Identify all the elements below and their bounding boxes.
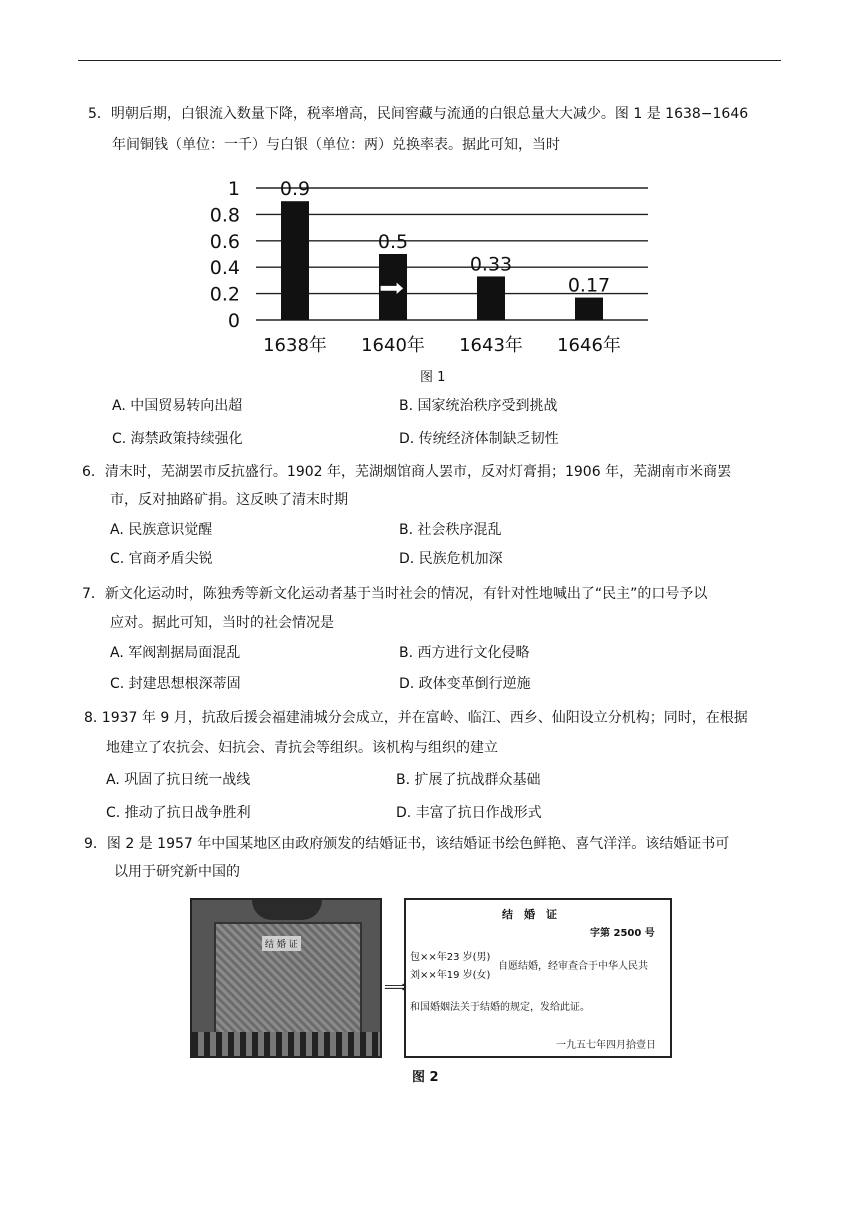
question-6-line-1: 6．清末时，芜湖罢市反抗盛行。1902 年，芜湖烟馆商人罢市，反对灯膏捐；1906 年，芜湖南市米商罢	[82, 464, 732, 480]
certificate-person-1: 包××年23 岁(男)	[410, 952, 491, 963]
y-tick-label: 0.4	[209, 257, 240, 280]
y-tick-label: 1	[227, 178, 240, 200]
data-label: 0.9	[279, 178, 311, 201]
q5-option-c[interactable]: C. 海禁政策持续强化	[112, 431, 243, 447]
ornament-decoration	[252, 900, 322, 920]
question-9-line-1: 9．图 2 是 1957 年中国某地区由政府颁发的结婚证书，该结婚证书绘色鲜艳、喜气洋洋。该结婚证书可	[84, 836, 730, 852]
q8-option-d[interactable]: D. 丰富了抗日作战形式	[396, 805, 542, 821]
q8-option-c[interactable]: C. 推动了抗日战争胜利	[106, 805, 251, 821]
question-5-line-1: 5．明朝后期，白银流入数量下降，税率增高，民间窖藏与流通的白银总量大大减少。图 1 是 1638−1646	[88, 106, 749, 122]
certificate-title: 结 婚 证	[502, 908, 557, 921]
certificate-photo-title: 结 婚 证	[262, 936, 301, 951]
q6-option-a[interactable]: A. 民族意识觉醒	[110, 522, 213, 538]
q8-option-b[interactable]: B. 扩展了抗战群众基础	[396, 772, 541, 788]
double-arrow-icon: ⟹	[384, 977, 407, 996]
question-8-line-2: 地建立了农抗会、妇抗会、青抗会等组织。该机构与组织的建立	[106, 740, 498, 756]
question-7-line-2: 应对。据此可知，当时的社会情况是	[110, 615, 334, 631]
q5-option-d[interactable]: D. 传统经济体制缺乏韧性	[399, 431, 559, 447]
q7-option-c[interactable]: C. 封建思想根深蒂固	[110, 676, 241, 692]
bar	[281, 201, 309, 320]
certificate-text-2: 和国婚姻法关于结婚的规定，发给此证。	[410, 1002, 590, 1013]
figure-1-caption: 图 1	[420, 370, 446, 385]
header-rule	[78, 60, 781, 61]
question-9-line-2: 以用于研究新中国的	[114, 864, 240, 880]
y-tick-label: 0.8	[209, 204, 240, 227]
question-5-line-2: 年间铜钱（单位：一千）与白银（单位：两）兑换率表。据此可知，当时	[112, 137, 560, 153]
q6-option-d[interactable]: D. 民族危机加深	[399, 551, 503, 567]
x-tick-label: 1638年	[263, 335, 327, 356]
bar	[575, 298, 603, 320]
q7-option-b[interactable]: B. 西方进行文化侵略	[399, 645, 530, 661]
bar-chart	[200, 164, 660, 364]
figure-2-caption: 图 2	[412, 1070, 439, 1085]
y-tick-label: 0.6	[209, 230, 240, 253]
q6-option-c[interactable]: C. 官商矛盾尖锐	[110, 551, 213, 567]
marriage-certificate-photo	[190, 898, 382, 1058]
q8-option-a[interactable]: A. 巩固了抗日统一战线	[106, 772, 251, 788]
q7-option-a[interactable]: A. 军阀割据局面混乱	[110, 645, 241, 661]
certificate-person-2: 刘××年19 岁(女)	[410, 970, 491, 981]
certificate-date: 一九五七年四月拾壹日	[556, 1040, 656, 1051]
certificate-photo-border	[192, 1032, 380, 1056]
certificate-transcription	[404, 898, 672, 1058]
q7-option-d[interactable]: D. 政体变革倒行逆施	[399, 676, 531, 692]
x-tick-label: 1640年	[361, 335, 425, 356]
question-8-line-1: 8. 1937 年 9 月，抗敌后援会福建浦城分会成立，并在富岭、临江、西乡、仙阳设立分机构；同时，在根据	[84, 710, 748, 726]
question-6-line-2: 市，反对抽路矿捐。这反映了清末时期	[110, 492, 348, 508]
y-tick-label: 0	[227, 310, 240, 332]
q5-option-b[interactable]: B. 国家统治秩序受到挑战	[399, 398, 558, 414]
x-tick-label: 1643年	[459, 335, 523, 356]
y-tick-label: 0.2	[209, 283, 240, 306]
data-label: 0.5	[377, 231, 409, 253]
x-tick-label: 1646年	[557, 335, 621, 356]
q5-option-a[interactable]: A. 中国贸易转向出超	[112, 398, 243, 414]
certificate-number: 字第 2500 号	[590, 928, 655, 939]
data-label: 0.17	[567, 274, 611, 297]
q6-option-b[interactable]: B. 社会秩序混乱	[399, 522, 502, 538]
bar	[477, 276, 505, 320]
question-7-line-1: 7．新文化运动时，陈独秀等新文化运动者基于当时社会的情况，有针对性地喊出了“民主”的口号予以	[82, 586, 708, 602]
data-label: 0.33	[469, 253, 513, 276]
certificate-text-1: 自愿结婚，经审查合于中华人民共	[498, 961, 648, 972]
